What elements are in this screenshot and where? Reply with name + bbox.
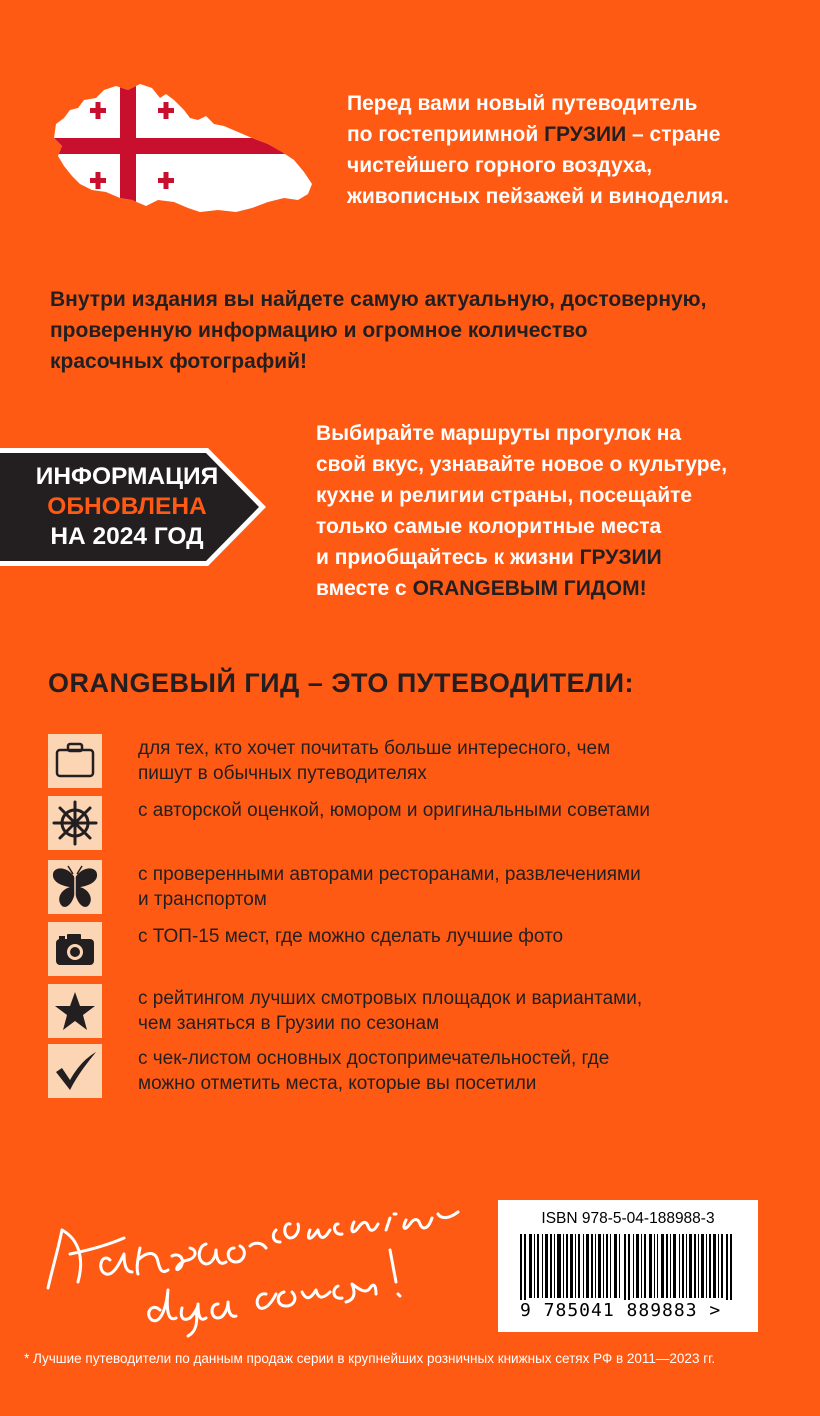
handwritten-signature xyxy=(40,1190,470,1340)
georgia-flag-map-icon xyxy=(48,80,316,220)
feature-text: чем заняться в Грузии по сезонам xyxy=(138,1013,440,1034)
section-heading: ORANGEВЫЙ ГИД – ЭТО ПУТЕВОДИТЕЛИ: xyxy=(48,668,635,698)
routes-line: Выбирайте маршруты прогулок на xyxy=(316,422,682,445)
isbn-number: ISBN 978-5-04-188988-3 xyxy=(541,1210,715,1227)
feature-text: для тех, кто хочет почитать больше интересного, чем xyxy=(138,738,611,759)
footnote: * Лучшие путеводители по данным продаж серии в крупнейших розничных книжных сетях РФ в 2011—2023 гг. xyxy=(24,1351,716,1366)
intro-line: Перед вами новый путеводитель xyxy=(347,92,698,115)
inside-line: проверенную информацию и огромное количество xyxy=(50,319,588,342)
inside-line: Внутри издания вы найдете самую актуальную, достоверную, xyxy=(50,288,707,311)
checkmark-icon xyxy=(48,1044,102,1098)
feature-text: с ТОП-15 мест, где можно сделать лучшие фото xyxy=(138,926,564,947)
intro-line: живописных пейзажей и виноделия. xyxy=(347,185,729,208)
feature-text: с рейтингом лучших смотровых площадок и вариантами, xyxy=(138,988,643,1009)
intro-text: – стране xyxy=(626,123,721,146)
routes-text: и приобщайтесь к жизни xyxy=(316,546,580,569)
feature-item xyxy=(48,734,788,788)
routes-line xyxy=(316,542,786,573)
banner-line-info: ИНФОРМАЦИЯ xyxy=(35,463,219,490)
inside-paragraph xyxy=(50,284,780,377)
intro-paragraph xyxy=(347,88,787,212)
suitcase-icon xyxy=(48,734,102,788)
feature-item xyxy=(48,984,788,1038)
inside-line: красочных фотографий! xyxy=(50,350,308,373)
routes-line: только самые колоритные места xyxy=(316,515,662,538)
banner-line-year: НА 2024 ГОД xyxy=(50,523,204,550)
feature-text: с чек-листом основных достопримечательностей, где xyxy=(138,1048,610,1069)
barcode-number: 9 785041 889883 > xyxy=(520,1300,722,1321)
routes-line: кухне и религии страны, посещайте xyxy=(316,484,693,507)
feature-item xyxy=(48,796,788,850)
intro-line xyxy=(347,119,787,150)
routes-line xyxy=(316,573,786,604)
routes-text: вместе с xyxy=(316,577,413,600)
georgia-highlight: ГРУЗИИ xyxy=(544,123,627,146)
isbn-barcode xyxy=(498,1200,758,1332)
feature-text: и транспортом xyxy=(138,889,267,910)
camera-icon xyxy=(48,922,102,976)
georgia-highlight: ГРУЗИИ xyxy=(579,546,662,569)
routes-paragraph xyxy=(316,418,786,604)
feature-item xyxy=(48,860,788,914)
feature-text: можно отметить места, которые вы посетили xyxy=(138,1073,537,1094)
routes-line: свой вкус, узнавайте новое о культуре, xyxy=(316,453,728,476)
barcode-bars xyxy=(520,1234,736,1300)
intro-line: чистейшего горного воздуха, xyxy=(347,154,653,177)
orange-guide-highlight: ORANGEВЫМ ГИДОМ! xyxy=(412,577,647,600)
updated-info-banner xyxy=(0,448,268,566)
feature-item xyxy=(48,922,788,976)
banner-line-updated: ОБНОВЛЕНА xyxy=(47,493,207,520)
ship-wheel-icon xyxy=(48,796,102,850)
butterfly-icon xyxy=(48,860,102,914)
feature-text: пишут в обычных путеводителях xyxy=(138,763,427,784)
feature-item xyxy=(48,1044,788,1098)
intro-text: по гостеприимной xyxy=(347,123,545,146)
feature-text: с проверенными авторами ресторанами, развлечениями xyxy=(138,864,641,885)
feature-text: с авторской оценкой, юмором и оригинальными советами xyxy=(138,800,650,821)
star-icon xyxy=(48,984,102,1038)
